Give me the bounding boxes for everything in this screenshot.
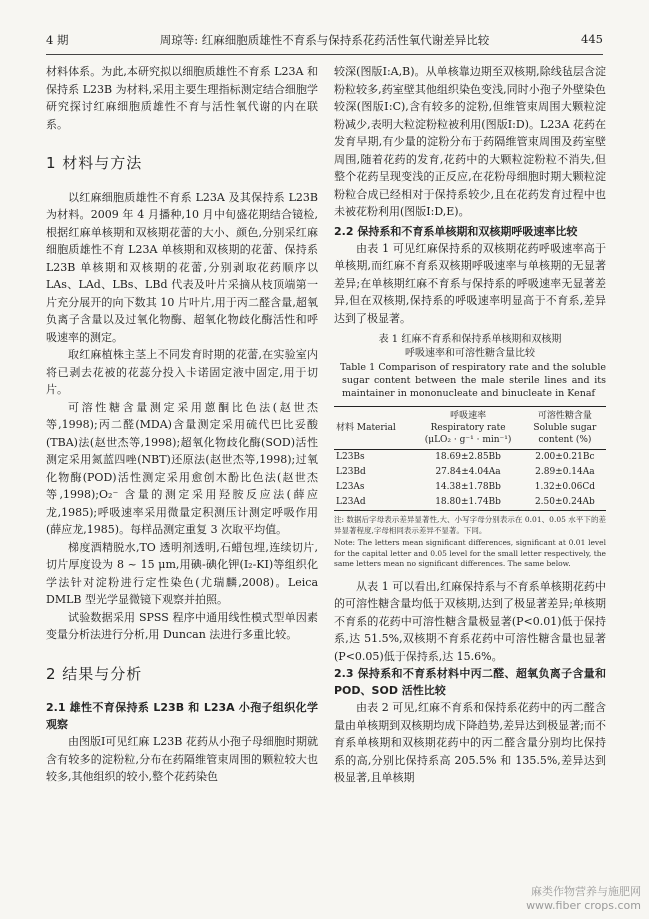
- running-header: [46, 32, 603, 52]
- subsection-2-3-heading: 2.3 保持系和不育系材料中丙二醛、超氧负离子含量和 POD、SOD 活性比较: [334, 667, 606, 697]
- table-row: L23Bs 18.69±2.85Bb 2.00±0.21Bc: [336, 452, 595, 462]
- subsection-2-2-heading: 2.2 保持系和不育系单核期和双核期呼吸速率比较: [334, 224, 578, 238]
- section-heading-methods: 1 材料与方法: [46, 154, 143, 172]
- methods-paragraph-5: 试验数据采用 SPSS 程序中通用线性模式型单因素变量分析法进行分析,用 Duncan 法进行多重比较。: [46, 610, 318, 641]
- intro-paragraph: 材料体系。为此,本研究拟以细胞质雄性不育系 L23A 和保持系 L23B 为材料,采用主要生理指标测定结合细胞学研究探讨红麻细胞质雄性不育与活性氧代谢的内在联系。: [46, 65, 318, 131]
- results-paragraph-1-cont: 较深(图版Ⅰ:A,B)。从单核靠边期至双核期,除线毡层含淀粉粒较多,药室壁其他组织染色变浅,同时小孢子外壁染色较深(图版Ⅰ:C),含有较多的淀粉,但维管束周围大颗粒淀粉减少,表明大粒淀粉粒被利用(图版Ⅰ:D)。L23A 花药在发育早期,有少量的淀粉分布于药隔维管束周围及药室壁周围,随着花药的发育,花药中的大颗粒淀粉粒不消失,但整个花药呈现变浅的正反应,在花粉母细胞时期大颗粒淀粉粒合成已经相对于保持系较少,且在花药发育过程中也未被花粉利用(图版Ⅰ:D,E)。: [334, 65, 606, 218]
- page-number: 445: [581, 32, 603, 46]
- right-column: [334, 63, 606, 787]
- table-row: L23As 14.38±1.78Bb 1.32±0.06Cd: [336, 482, 596, 492]
- methods-paragraph-4: 梯度酒精脱水,TO 透明剂透明,石蜡包埋,连续切片,切片厚度设为 8 ~ 15 μm,用碘-碘化钾(I₂-KI)等组织化学法针对淀粉进行定性染色(尤瑞麟,2008)。Leica DMLB 型光学显微镜下观察并拍照。: [46, 540, 318, 606]
- section-heading-results: 2 结果与分析: [46, 664, 143, 683]
- table-note-en: Note: The letters mean significant differences, significant at 0.01 level for the capital letter and 0.05 level for the small letter respectively, the same letters mean no significant differences. The same below.: [334, 538, 606, 568]
- issue-number: 4 期: [46, 33, 69, 47]
- results-paragraph-3: 从表 1 可以看出,红麻保持系与不育系单核期花药中的可溶性糖含量均低于双核期,达到了极显著差异;单核期不育系的花药中可溶性糖含量极显著(P<0.01)低于保持系,达 51.5%,双核期不育系花药中可溶性糖含量也显著(P<0.05)低于保持系,达 15.6%。: [334, 579, 606, 663]
- watermark: 麻类作物营养与施肥网 www.fiber crops.com: [526, 885, 641, 912]
- table-1-caption-cn: 表 1 红麻不育系和保持系单核期和双核期 呼吸速率和可溶性糖含量比较: [378, 334, 562, 359]
- methods-paragraph-1: 以红麻细胞质雄性不育系 L23A 及其保持系 L23B 为材料。2009 年 4 月播种,10 月中旬盛花期结合镜检,根据红麻单核期和双核期花蕾的大小、颜色,分别采红麻细胞质雄性不育 L23A 单核期和双核期的花蕾、保持系 L23B 单核期和双核期的花蕾,分别剥取花药顺序以 LAs、LAd、LBs、LBd 代表及叶片采摘从枝顶端第一片充分展开的向下数其 10 片叶片,用于丙二醛含量,超氧负离子含量以及过氧化物酶、超氧化物歧化酶活性和呼吸速率的测定。: [46, 190, 318, 344]
- table-note-cn: 注: 数据后字母表示差异显著性,大、小写字母分别表示在 0.01、0.05 水平下的差异显著程度,字母相同表示差异不显著。下同。: [334, 515, 606, 535]
- methods-paragraph-2: 取红麻植株主茎上不同发育时期的花蕾,在实验室内将已剥去花被的花蕊分投入卡诺固定液中固定,用于切片。: [46, 348, 318, 396]
- table-1-caption-en: Table 1 Comparison of respiratory rate and the soluble sugar content between the male sterile lines and its maintainer in mononucleate and binucleate in Kenaf: [340, 362, 606, 399]
- subsection-2-1-heading: 2.1 雄性不育保持系 L23B 和 L23A 小孢子组织化学观察: [46, 701, 318, 731]
- header-rule: [46, 54, 603, 55]
- left-column: [46, 63, 318, 786]
- header-material: 材料 Material: [336, 423, 396, 433]
- running-title: 周琼等: 红麻细胞质雄性不育系与保持系花药活性氧代谢差异比较: [159, 33, 490, 47]
- results-paragraph-2: 由表 1 可见红麻保持系的双核期花药呼吸速率高于单核期,而红麻不育系双核期呼吸速率与单核期的无显著差异;在单核期红麻不育系与保持系的呼吸速率无显著差异,但在双核期,保持系的呼吸速率明显高于不育系,差异达到了极显著。: [334, 241, 606, 325]
- results-paragraph-1: 由图版Ⅰ可见红麻 L23B 花药从小孢子母细胞时期就含有较多的淀粉粒,分布在药隔维管束周围的颗粒较大也较多,其他组织的较小,整个花药染色: [46, 735, 318, 783]
- header-respiratory-rate: 呼吸速率 Respiratory rate (μLO₂ · g⁻¹ · min⁻¹): [424, 411, 512, 445]
- table-row: L23Bd 27.84±4.04Aa 2.89±0.14Aa: [336, 467, 595, 477]
- results-paragraph-4: 由表 2 可见,红麻不育系和保持系花药中的丙二醛含量由单核期到双核期均成下降趋势,差异达到极显著;而不育系单核期和双核期花药中的丙二醛含量分别均比保持系的高,分别比保持系高 205.5% 和 135.5%,差异达到极显著,且单核期: [334, 701, 606, 784]
- table-1: [334, 406, 606, 511]
- header-soluble-sugar: 可溶性糖含量 Soluble sugar content (%): [533, 411, 597, 445]
- methods-paragraph-3: 可溶性糖含量测定采用蒽酮比色法(赵世杰等,1998);丙二醛(MDA)含量测定采用硫代巴比妥酸(TBA)法(赵世杰等,1998);超氧化物歧化酶(SOD)活性测定采用氮蓝四唑(NBT)还原法(赵世杰等,1998);过氧化物酶(POD)活性测定采用愈创木酚比色法(赵世杰等,1998);O₂⁻ 含量的测定采用羟胺反应法(薛应龙,1985);呼吸速率采用微量定积测压计测定呼吸作用(薛应龙,1985)。每样品测定重复 3 次取平均值。: [46, 400, 318, 536]
- table-row: L23Ad 18.80±1.74Bb 2.50±0.24Ab: [334, 495, 606, 511]
